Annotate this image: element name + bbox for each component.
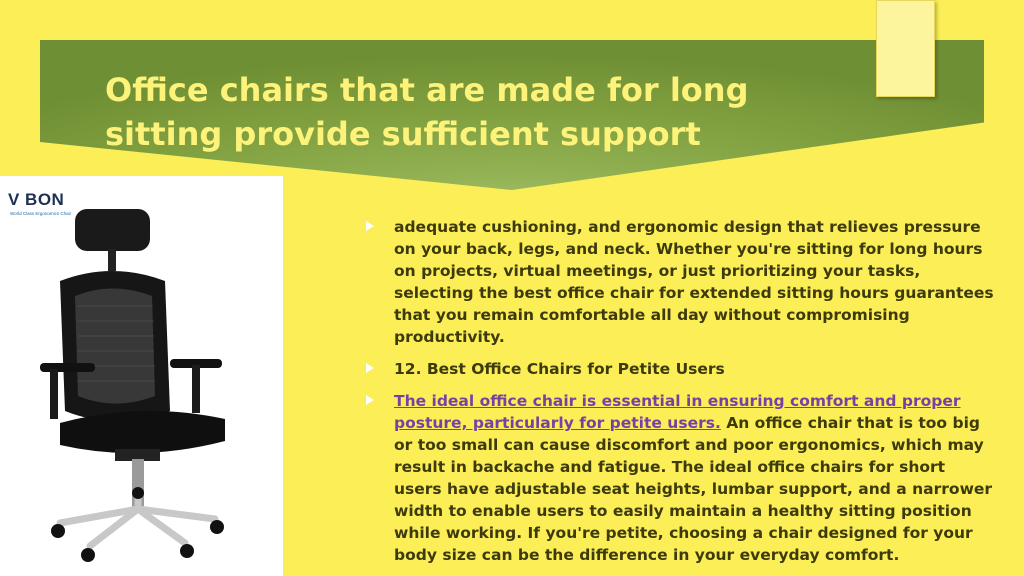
slide-title	[105, 68, 825, 156]
bullet-text	[394, 390, 996, 566]
bullet-text: adequate cushioning, and ergonomic design that relieves pressure on your back, legs, and neck. Whether you're sitting for long hours on projects, virtual meetings, or just prioritizing your tasks, selecting the best office chair for extended sitting hours guarantees that you remain comfortable all day without compromising productivity.	[394, 218, 994, 346]
decorative-tab	[876, 0, 935, 97]
title-line-1: Office chairs that are made for long	[105, 71, 749, 109]
petite-users-link[interactable]: The ideal office chair is essential in ensuring comfort and proper posture, particularly for petite users.	[394, 392, 961, 432]
logo-tagline: World Class Ergonomics Chair	[10, 211, 72, 216]
bullet-arrow-icon	[366, 395, 374, 405]
chair-photo	[0, 176, 283, 576]
bullet-text-continued: An office chair that is too big or too small can cause discomfort and poor ergonomics, which may result in backache and fatigue. The ideal office chairs for short users have adjustable seat heights, lumbar support, and a narrower width to enable users to easily maintain a healthy sitting position while working. If you're petite, choosing a chair designed for your body size can be the difference in your everyday comfort.	[394, 414, 993, 564]
bullet-arrow-icon	[366, 221, 374, 231]
logo-word: V BON	[8, 190, 65, 209]
bullet-heading: 12. Best Office Chairs for Petite Users	[394, 360, 725, 378]
title-line-2: sitting provide sufficient support	[105, 115, 701, 153]
bullet-item	[366, 390, 996, 566]
bullet-arrow-icon	[366, 363, 374, 373]
bullet-list	[366, 216, 996, 576]
office-chair-image	[20, 201, 250, 571]
bullet-item	[366, 358, 996, 380]
bullet-item	[366, 216, 996, 348]
